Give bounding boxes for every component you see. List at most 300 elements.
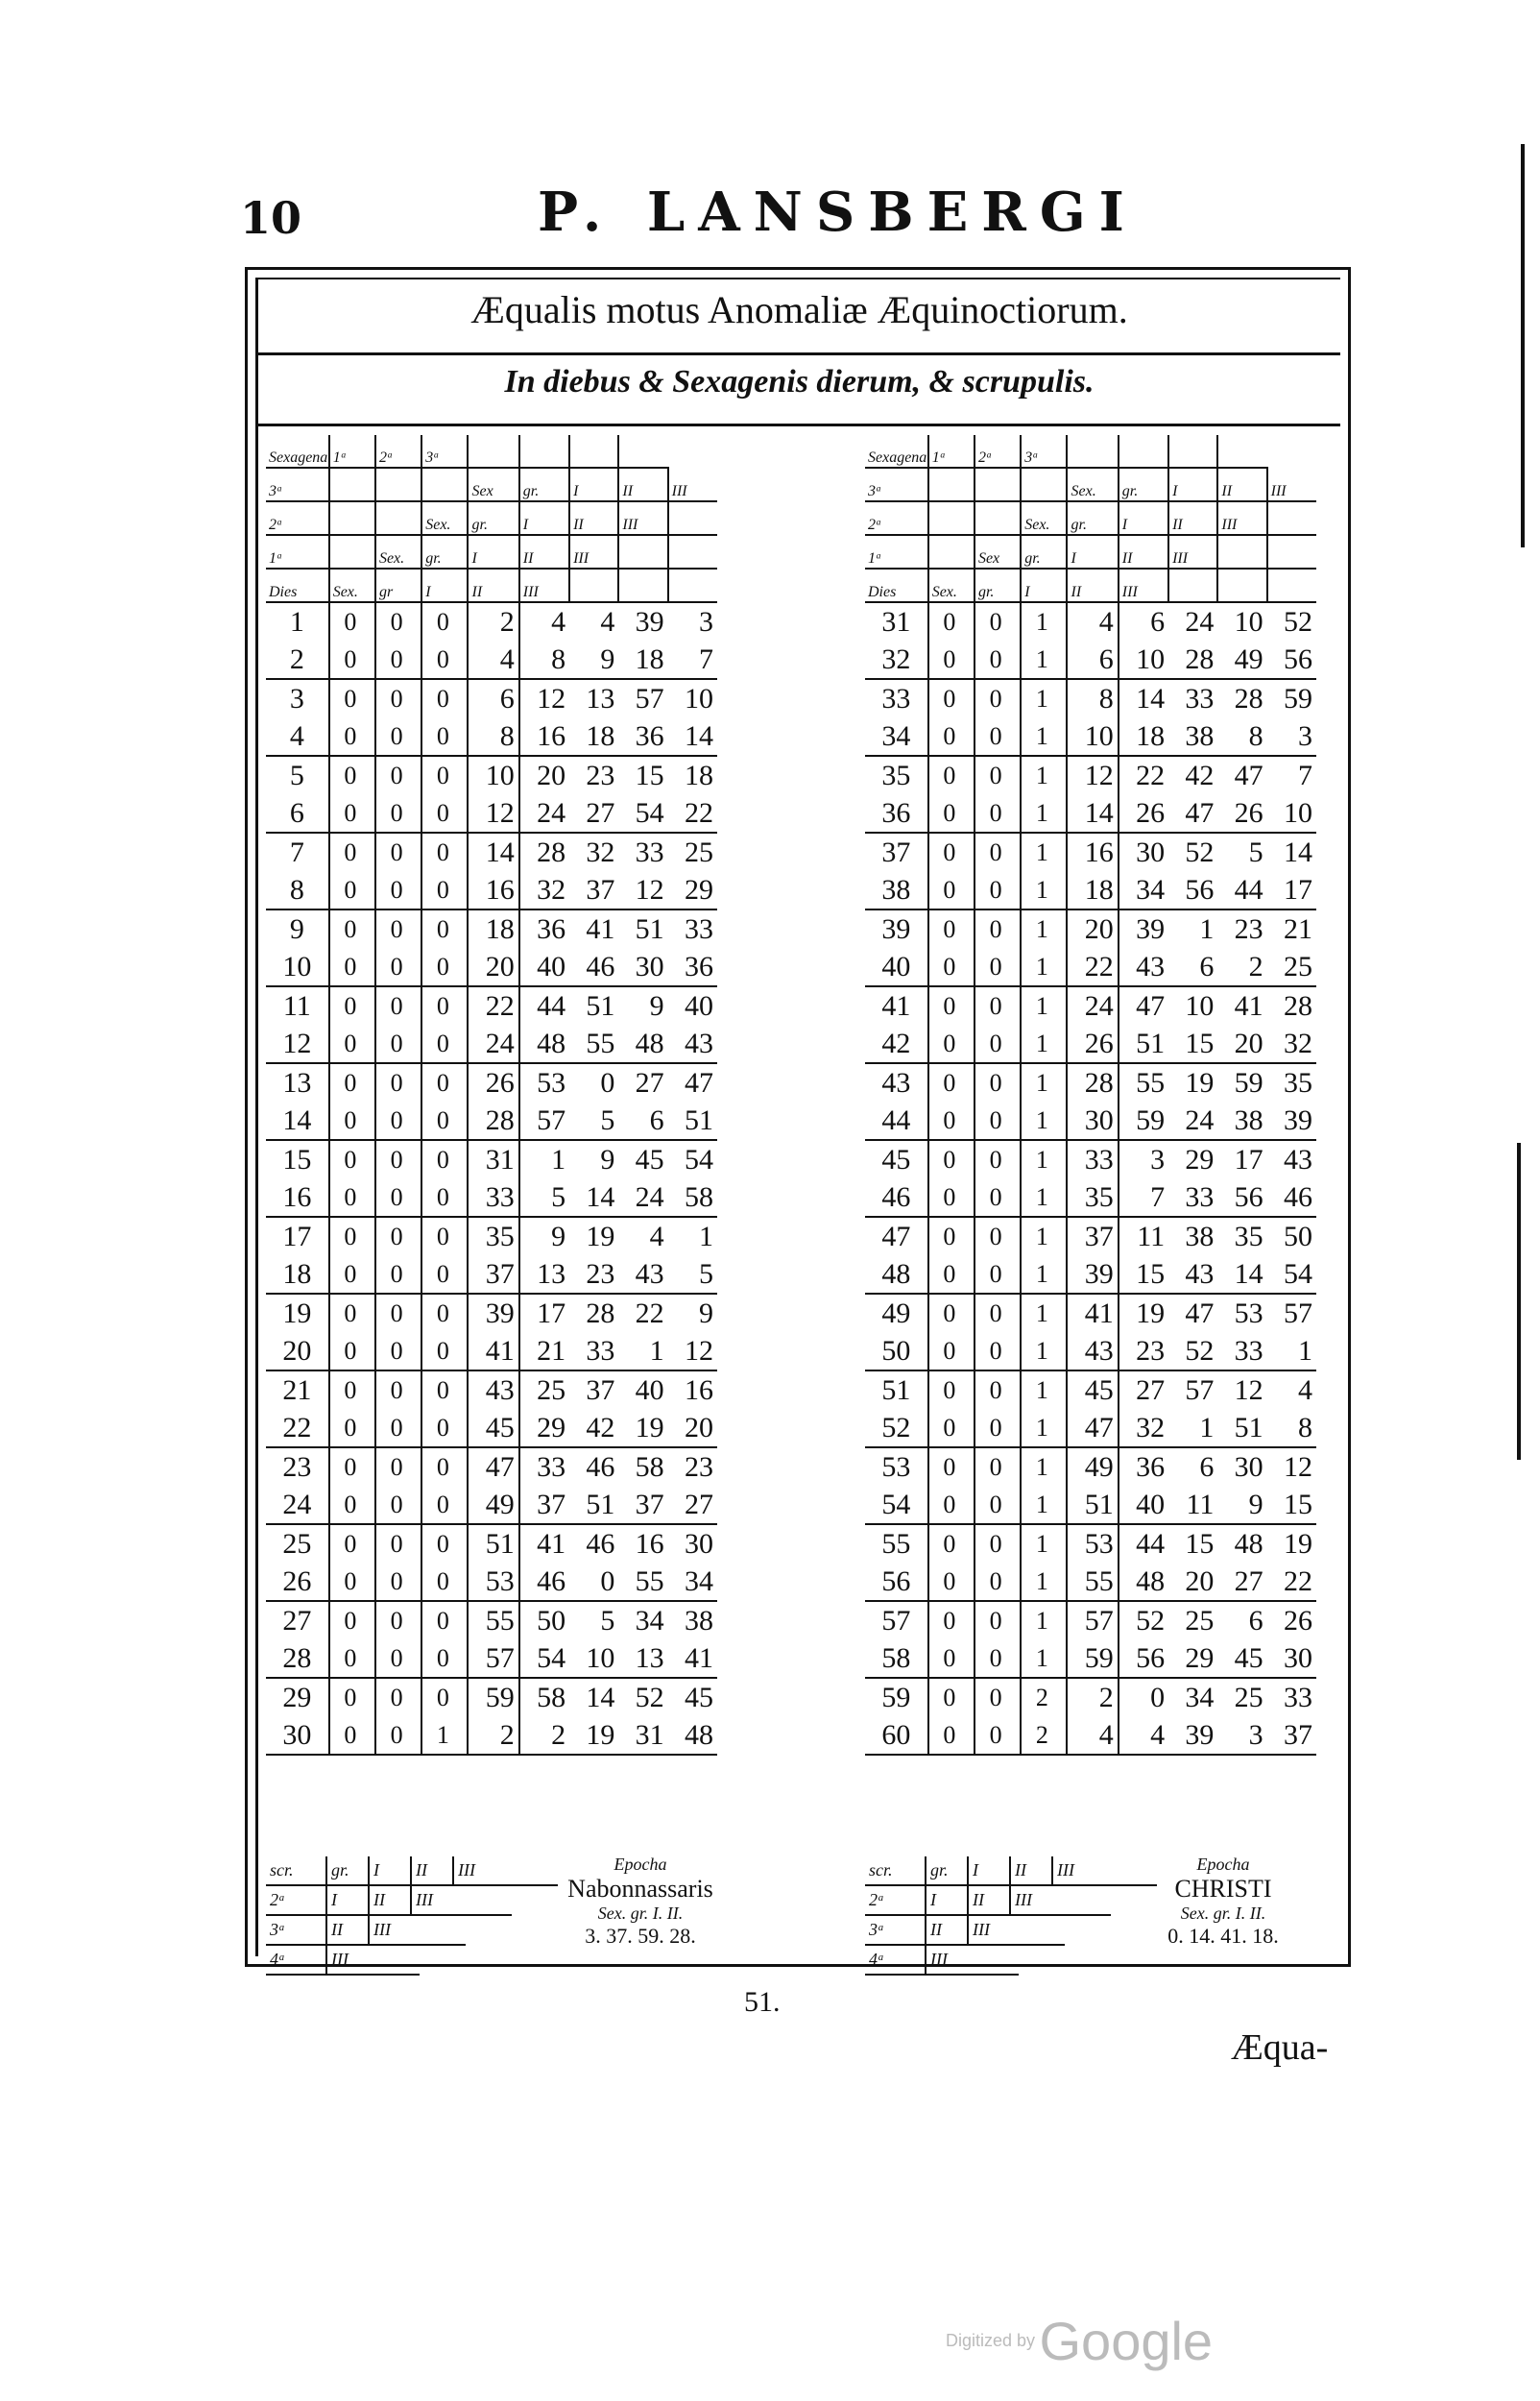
value-cell: 30 — [1234, 1451, 1263, 1483]
header-row — [865, 501, 1316, 535]
value-cell: 0 — [329, 948, 375, 986]
value-cell: 19 — [618, 1409, 667, 1447]
value-cell: 37 — [468, 1255, 518, 1294]
day-cell: 43 — [881, 1067, 911, 1099]
value-cell: 0 — [928, 986, 975, 1025]
value-cell: 0 — [421, 1409, 468, 1447]
header-cell: III — [569, 535, 618, 569]
value-cell: 0 — [375, 1294, 421, 1332]
value-cell: 35 — [468, 1217, 518, 1255]
value-cell: 41 — [668, 1639, 717, 1678]
value-cell: 1 — [1021, 986, 1067, 1025]
value-cell: 37 — [569, 871, 618, 909]
header-cell — [1267, 569, 1316, 602]
value-cell: 1 — [1021, 1524, 1067, 1563]
value-cell: 26 — [1119, 794, 1168, 833]
value-cell: 25 — [519, 1370, 569, 1409]
value-cell: 0 — [421, 679, 468, 717]
table-row — [266, 1025, 717, 1063]
value-cell: 1 — [699, 1221, 713, 1252]
header-cell — [1168, 435, 1217, 468]
right-epoch — [1127, 1855, 1319, 1949]
day-cell: 2 — [266, 641, 329, 679]
day-cell: 32 — [865, 641, 928, 679]
header-cell — [928, 535, 975, 569]
value-cell: 22 — [1119, 756, 1168, 794]
value-cell: 0 — [329, 1025, 375, 1063]
table-row — [266, 871, 717, 909]
value-cell: 1 — [1021, 717, 1067, 756]
scruple-key-cell: II — [368, 1886, 410, 1914]
value-cell: 45 — [1217, 1639, 1266, 1678]
value-cell: 33 — [635, 837, 664, 868]
header-cell: III — [1168, 535, 1217, 569]
value-cell: 14 — [1067, 794, 1118, 833]
value-cell: 1 — [1021, 641, 1067, 679]
value-cell: 0 — [421, 794, 468, 833]
value-cell: 22 — [1067, 948, 1118, 986]
value-cell: 0 — [421, 1447, 468, 1486]
table-row — [266, 1601, 717, 1639]
value-cell: 51 — [1119, 1025, 1168, 1063]
table-row — [865, 1639, 1316, 1678]
value-cell: 0 — [421, 1102, 468, 1140]
day-cell: 12 — [266, 1025, 329, 1063]
value-cell: 0 — [975, 1486, 1021, 1524]
value-cell: 5 — [519, 1178, 569, 1217]
value-cell: 50 — [519, 1601, 569, 1639]
table-title: Æqualis motus Anomaliæ Æquinoctiorum. — [470, 288, 1128, 331]
value-cell: 1 — [1021, 871, 1067, 909]
value-cell: 3 — [699, 606, 713, 638]
day-cell: 34 — [865, 717, 928, 756]
header-cell: 3ᵃ — [266, 468, 329, 501]
value-cell: 28 — [1067, 1063, 1118, 1102]
value-cell: 42 — [569, 1409, 618, 1447]
value-cell: 1 — [1021, 1102, 1067, 1140]
value-cell: 0 — [421, 1217, 468, 1255]
value-cell: 0 — [928, 1409, 975, 1447]
value-cell: 0 — [421, 756, 468, 794]
value-cell: 23 — [685, 1451, 713, 1483]
value-cell: 46 — [1267, 1178, 1316, 1217]
header-cell: I — [468, 535, 518, 569]
value-cell: 53 — [468, 1563, 518, 1601]
title-rule — [258, 352, 1340, 355]
table-row — [865, 1370, 1316, 1409]
value-cell: 21 — [1284, 913, 1312, 945]
scruple-key-cell: III — [925, 1946, 967, 1974]
value-cell: 32 — [519, 871, 569, 909]
header-cell — [1168, 569, 1217, 602]
value-cell: 18 — [618, 641, 667, 679]
value-cell: 58 — [519, 1678, 569, 1716]
value-cell: 48 — [668, 1716, 717, 1755]
value-cell: 0 — [975, 871, 1021, 909]
day-cell: 38 — [865, 871, 928, 909]
value-cell: 1 — [1021, 1294, 1067, 1332]
value-cell: 54 — [519, 1639, 569, 1678]
value-cell: 51 — [468, 1524, 518, 1563]
value-cell: 0 — [329, 1102, 375, 1140]
value-cell: 49 — [1217, 641, 1266, 679]
value-cell: 15 — [1119, 1255, 1168, 1294]
value-cell: 18 — [569, 717, 618, 756]
value-cell: 0 — [375, 1409, 421, 1447]
value-cell: 9 — [649, 990, 664, 1022]
value-cell: 1 — [1021, 794, 1067, 833]
value-cell: 0 — [928, 717, 975, 756]
header-cell: gr. — [1067, 501, 1118, 535]
header-cell — [1267, 501, 1316, 535]
value-cell: 26 — [468, 1063, 518, 1102]
day-cell: 58 — [865, 1639, 928, 1678]
value-cell: 58 — [635, 1451, 664, 1483]
day-cell: 23 — [282, 1451, 312, 1483]
value-cell: 52 — [1185, 837, 1215, 868]
value-cell: 0 — [375, 1217, 421, 1255]
value-cell: 53 — [1067, 1524, 1118, 1563]
value-cell: 34 — [635, 1605, 664, 1637]
value-cell: 54 — [1267, 1255, 1316, 1294]
value-cell: 30 — [685, 1528, 713, 1560]
day-cell: 31 — [881, 606, 911, 638]
header-row — [865, 569, 1316, 602]
day-cell: 18 — [266, 1255, 329, 1294]
value-cell: 0 — [375, 909, 421, 948]
header-cell: Sex. — [1021, 501, 1067, 535]
scruple-key-cell: III — [452, 1856, 494, 1884]
value-cell: 52 — [1168, 1332, 1217, 1370]
day-cell: 57 — [881, 1605, 911, 1637]
value-cell: 1 — [1021, 1639, 1067, 1678]
value-cell: 7 — [1119, 1178, 1168, 1217]
value-cell: 0 — [975, 1025, 1021, 1063]
epoch-name: CHRISTI — [1174, 1875, 1272, 1903]
value-cell: 0 — [329, 1063, 375, 1102]
table-row — [865, 833, 1316, 871]
header-cell — [1067, 435, 1118, 468]
scruple-key-row — [266, 1856, 558, 1886]
table-row — [266, 1255, 717, 1294]
value-cell: 0 — [928, 1255, 975, 1294]
value-cell: 0 — [329, 641, 375, 679]
day-cell: 55 — [881, 1528, 911, 1560]
value-cell: 7 — [1298, 760, 1312, 791]
table-frame — [245, 267, 1351, 1967]
value-cell: 0 — [421, 641, 468, 679]
value-cell: 0 — [421, 602, 468, 641]
value-cell: 0 — [975, 833, 1021, 871]
value-cell: 0 — [928, 1140, 975, 1178]
table-row — [266, 1409, 717, 1447]
value-cell: 0 — [421, 1524, 468, 1563]
table-row — [266, 641, 717, 679]
value-cell: 10 — [1234, 606, 1263, 638]
value-cell: 16 — [1067, 833, 1118, 871]
value-cell: 5 — [668, 1255, 717, 1294]
value-cell: 1 — [1199, 913, 1215, 945]
day-cell: 59 — [881, 1682, 911, 1713]
value-cell: 36 — [519, 909, 569, 948]
value-cell: 27 — [668, 1486, 717, 1524]
value-cell: 0 — [375, 1063, 421, 1102]
value-cell: 40 — [1119, 1486, 1168, 1524]
value-cell: 39 — [635, 606, 664, 638]
table-row — [865, 1102, 1316, 1140]
value-cell: 15 — [1185, 1528, 1215, 1560]
scruple-key-cell: 3ᵃ — [869, 1920, 885, 1939]
value-cell: 0 — [421, 986, 468, 1025]
header-cell: 2ᵃ — [375, 435, 421, 468]
value-cell: 47 — [685, 1067, 713, 1099]
day-cell: 9 — [289, 913, 304, 945]
left-table — [266, 435, 717, 1756]
value-cell: 51 — [586, 990, 615, 1022]
value-cell: 0 — [975, 986, 1021, 1025]
header-cell: gr. — [421, 535, 468, 569]
value-cell: 43 — [1168, 1255, 1217, 1294]
value-cell: 47 — [468, 1447, 518, 1486]
day-cell: 47 — [881, 1221, 911, 1252]
value-cell: 29 — [519, 1409, 569, 1447]
value-cell: 0 — [375, 948, 421, 986]
table-row — [266, 602, 717, 641]
table-row — [865, 1716, 1316, 1755]
value-cell: 0 — [928, 833, 975, 871]
header-cell — [569, 435, 618, 468]
value-cell: 41 — [519, 1524, 569, 1563]
value-cell: 0 — [569, 1563, 618, 1601]
value-cell: 1 — [1021, 833, 1067, 871]
value-cell: 20 — [468, 948, 518, 986]
value-cell: 16 — [468, 871, 518, 909]
value-cell: 13 — [586, 683, 615, 715]
value-cell: 16 — [635, 1528, 664, 1560]
value-cell: 0 — [329, 717, 375, 756]
value-cell: 26 — [1284, 1605, 1312, 1637]
value-cell: 6 — [1168, 948, 1217, 986]
value-cell: 38 — [1168, 717, 1217, 756]
value-cell: 26 — [1217, 794, 1266, 833]
value-cell: 0 — [975, 1563, 1021, 1601]
value-cell: 33 — [569, 1332, 618, 1370]
day-cell: 25 — [282, 1528, 312, 1560]
header-cell — [421, 468, 468, 501]
value-cell: 0 — [375, 1447, 421, 1486]
value-cell: 0 — [928, 1178, 975, 1217]
header-cell — [375, 468, 421, 501]
value-cell: 32 — [1119, 1409, 1168, 1447]
value-cell: 19 — [586, 1221, 615, 1252]
value-cell: 0 — [928, 1678, 975, 1716]
header-row — [865, 535, 1316, 569]
value-cell: 0 — [329, 1294, 375, 1332]
table-row — [266, 948, 717, 986]
value-cell: 33 — [1185, 683, 1215, 715]
value-cell: 6 — [618, 1102, 667, 1140]
value-cell: 0 — [421, 871, 468, 909]
value-cell: 15 — [635, 760, 664, 791]
header-cell — [375, 501, 421, 535]
signature-mark: 51. — [744, 1986, 781, 2018]
header-cell: Sex. — [329, 569, 375, 602]
value-cell: 0 — [421, 717, 468, 756]
header-row — [266, 435, 717, 468]
value-cell: 6 — [1067, 641, 1118, 679]
value-cell: 0 — [975, 1601, 1021, 1639]
value-cell: 55 — [1119, 1063, 1168, 1102]
value-cell: 39 — [468, 1294, 518, 1332]
value-cell: 0 — [928, 1524, 975, 1563]
value-cell: 0 — [928, 1486, 975, 1524]
scruple-key-row — [266, 1916, 466, 1946]
page-edge-shadow — [1517, 1143, 1521, 1460]
table-row — [266, 986, 717, 1025]
value-cell: 22 — [1267, 1563, 1316, 1601]
header-cell: 2ᵃ — [266, 501, 329, 535]
value-cell: 45 — [685, 1682, 713, 1713]
header-row — [266, 468, 717, 501]
scruple-key-cell: scr. — [869, 1860, 893, 1880]
value-cell: 1 — [618, 1332, 667, 1370]
value-cell: 25 — [685, 837, 713, 868]
value-cell: 13 — [519, 1255, 569, 1294]
value-cell: 15 — [1267, 1486, 1316, 1524]
google-watermark — [946, 2310, 1213, 2372]
left-epoch — [544, 1855, 736, 1949]
value-cell: 0 — [975, 679, 1021, 717]
scruple-key-cell: III — [967, 1916, 1009, 1944]
value-cell: 58 — [668, 1178, 717, 1217]
header-cell: gr. — [468, 501, 518, 535]
value-cell: 0 — [375, 1716, 421, 1755]
value-cell: 40 — [519, 948, 569, 986]
value-cell: 44 — [519, 986, 569, 1025]
value-cell: 52 — [635, 1682, 664, 1713]
day-cell: 40 — [865, 948, 928, 986]
value-cell: 0 — [375, 1524, 421, 1563]
value-cell: 0 — [600, 1067, 615, 1099]
value-cell: 0 — [375, 1178, 421, 1217]
value-cell: 0 — [375, 794, 421, 833]
day-cell: 6 — [266, 794, 329, 833]
header-cell: Sexagena — [865, 435, 928, 468]
value-cell: 41 — [468, 1332, 518, 1370]
scruple-key-cell: II — [410, 1856, 452, 1884]
header-cell — [618, 435, 667, 468]
table-row — [266, 717, 717, 756]
table-row — [865, 948, 1316, 986]
value-cell: 0 — [975, 1716, 1021, 1755]
table-row — [266, 1332, 717, 1370]
header-cell: Sexagena — [266, 435, 329, 468]
value-cell: 1 — [421, 1716, 468, 1755]
value-cell: 0 — [329, 756, 375, 794]
value-cell: 23 — [1119, 1332, 1168, 1370]
header-row — [266, 501, 717, 535]
value-cell: 59 — [1284, 683, 1312, 715]
header-cell: I — [1119, 501, 1168, 535]
value-cell: 0 — [928, 794, 975, 833]
value-cell: 10 — [468, 756, 518, 794]
table-row — [865, 1217, 1316, 1255]
header-cell: I — [1067, 535, 1118, 569]
value-cell: 3 — [1267, 717, 1316, 756]
table-inner-frame — [255, 278, 1340, 1969]
value-cell: 1 — [1021, 1178, 1067, 1217]
value-cell: 15 — [1168, 1025, 1217, 1063]
value-cell: 8 — [1217, 717, 1266, 756]
value-cell: 0 — [975, 717, 1021, 756]
value-cell: 0 — [329, 679, 375, 717]
day-cell: 46 — [865, 1178, 928, 1217]
value-cell: 2 — [468, 602, 518, 641]
value-cell: 47 — [1119, 986, 1168, 1025]
value-cell: 9 — [1217, 1486, 1266, 1524]
table-row — [865, 1447, 1316, 1486]
header-cell: gr. — [975, 569, 1021, 602]
value-cell: 2 — [1217, 948, 1266, 986]
value-cell: 12 — [1284, 1451, 1312, 1483]
value-cell: 18 — [1067, 871, 1118, 909]
table-row — [865, 794, 1316, 833]
scruple-key-cell: III — [325, 1946, 368, 1974]
value-cell: 13 — [618, 1639, 667, 1678]
value-cell: 29 — [1185, 1144, 1215, 1176]
value-cell: 20 — [1067, 909, 1118, 948]
value-cell: 0 — [375, 871, 421, 909]
scruple-key-cell: II — [1009, 1856, 1051, 1884]
value-cell: 6 — [1248, 1605, 1263, 1637]
table-row — [266, 1563, 717, 1601]
value-cell: 59 — [1119, 1102, 1168, 1140]
page-edge-shadow — [1521, 144, 1525, 547]
value-cell: 48 — [1234, 1528, 1263, 1560]
value-cell: 0 — [928, 1370, 975, 1409]
value-cell: 14 — [1119, 679, 1168, 717]
value-cell: 8 — [1067, 679, 1118, 717]
value-cell: 55 — [569, 1025, 618, 1063]
header-cell: II — [468, 569, 518, 602]
table-row — [865, 909, 1316, 948]
header-cell: gr — [375, 569, 421, 602]
table-row — [865, 1409, 1316, 1447]
header-cell: Sex. — [421, 501, 468, 535]
header-cell — [1217, 535, 1266, 569]
day-cell: 41 — [881, 990, 911, 1022]
day-cell: 30 — [266, 1716, 329, 1755]
value-cell: 0 — [928, 679, 975, 717]
value-cell: 0 — [975, 1678, 1021, 1716]
value-cell: 56 — [1119, 1639, 1168, 1678]
value-cell: 30 — [1067, 1102, 1118, 1140]
value-cell: 32 — [1267, 1025, 1316, 1063]
header-cell: Sex — [468, 468, 518, 501]
epoch-values: 3. 37. 59. 28. — [585, 1924, 696, 1948]
value-cell: 29 — [668, 871, 717, 909]
day-cell: 48 — [865, 1255, 928, 1294]
scruple-key-row — [865, 1886, 1111, 1916]
value-cell: 0 — [975, 1140, 1021, 1178]
day-cell: 17 — [282, 1221, 312, 1252]
value-cell: 47 — [1234, 760, 1263, 791]
value-cell: 33 — [1067, 1140, 1118, 1178]
table-row — [266, 794, 717, 833]
value-cell: 0 — [421, 833, 468, 871]
value-cell: 0 — [421, 1678, 468, 1716]
value-cell: 24 — [618, 1178, 667, 1217]
